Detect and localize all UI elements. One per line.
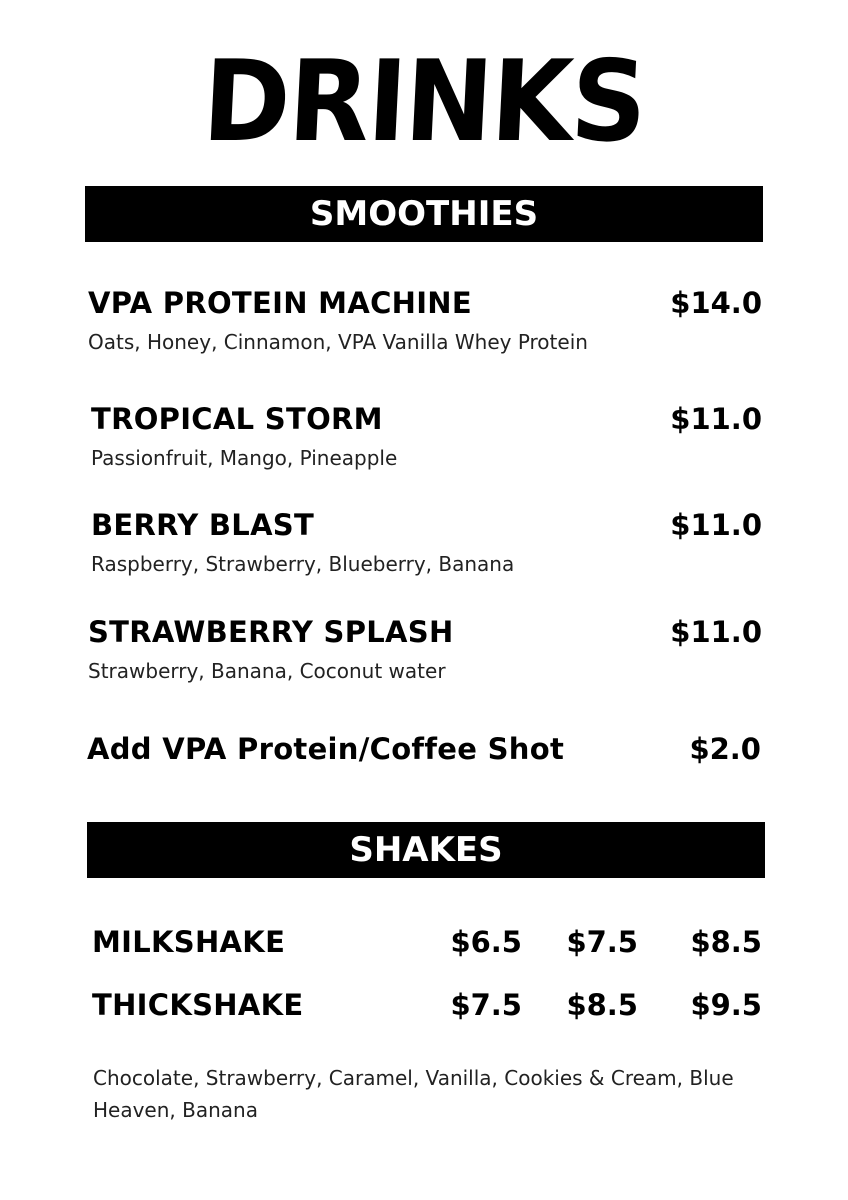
shake-price-large: $9.5 [690, 988, 762, 1022]
item-price: $11.0 [670, 508, 762, 542]
shake-flavours: Chocolate, Strawberry, Caramel, Vanilla, Cookies & Cream, Blue Heaven, Banana [93, 1066, 734, 1122]
menu-item-strawberry-splash [88, 615, 762, 685]
shake-price-large: $8.5 [690, 925, 762, 959]
item-price: $11.0 [670, 402, 762, 436]
item-description: Strawberry, Banana, Coconut water [88, 659, 446, 683]
shake-row-milkshake [92, 924, 762, 964]
menu-title: DRINKS [199, 37, 649, 167]
menu-item-berry-blast [91, 508, 762, 578]
shake-name: THICKSHAKE [92, 988, 304, 1022]
menu-addon-protein-coffee-shot [87, 732, 761, 772]
addon-price: $2.0 [689, 732, 761, 766]
item-name: BERRY BLAST [91, 508, 315, 542]
item-description: Passionfruit, Mango, Pineapple [91, 446, 398, 470]
item-name: TROPICAL STORM [91, 402, 383, 436]
section-header-shakes: SHAKES [87, 822, 765, 878]
item-description: Raspberry, Strawberry, Blueberry, Banana [91, 552, 515, 576]
item-name: STRAWBERRY SPLASH [88, 615, 454, 649]
menu-item-vpa-protein-machine [88, 286, 762, 356]
shake-row-thickshake [92, 987, 762, 1027]
shake-price-medium: $8.5 [566, 988, 638, 1022]
menu-item-tropical-storm [91, 402, 762, 472]
addon-name: Add VPA Protein/Coffee Shot [87, 732, 565, 766]
shake-name: MILKSHAKE [92, 925, 286, 959]
item-description: Oats, Honey, Cinnamon, VPA Vanilla Whey Protein [88, 330, 588, 354]
item-price: $14.0 [670, 286, 762, 320]
section-header-smoothies: SMOOTHIES [85, 186, 763, 242]
item-price: $11.0 [670, 615, 762, 649]
shake-price-small: $7.5 [450, 988, 522, 1022]
item-name: VPA PROTEIN MACHINE [88, 286, 472, 320]
shake-price-small: $6.5 [450, 925, 522, 959]
shake-price-medium: $7.5 [566, 925, 638, 959]
